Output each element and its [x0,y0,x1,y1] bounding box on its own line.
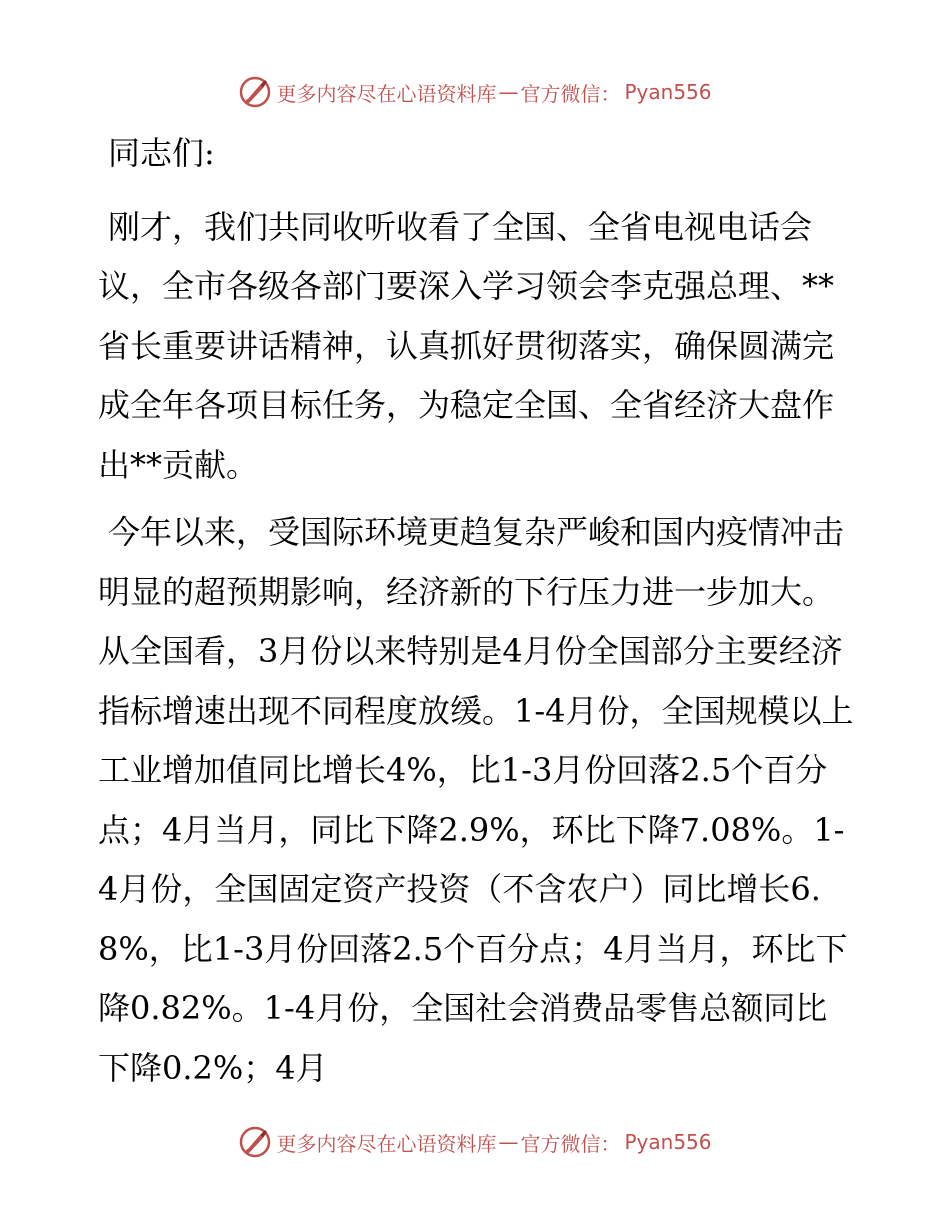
paragraph-2: 今年以来，受国际环境更趋复杂严峻和国内疫情冲击明显的超预期影响，经济新的下行压力进一步加大。从全国看，3月份以来特别是4月份全国部分主要经济指标增速出现不同程度放缓。1-4月份，全国规模以上工业增加值同比增长4%，比1-3月份回落2.5个百分点；4月当月，同比下降2.9%，环比下降7.08%。1-4月份，全国固定资产投资（不含农户）同比增长6.8%，比1-3月份回落2.5个百分点；4月当月，环比下降0.82%。1-4月份，全国社会消费品零售总额同比下降0.2%；4月 [98,513,854,1087]
header-watermark [0,72,950,112]
watermark-site-text: 更多内容尽在心语资料库 [276,81,497,106]
footer-watermark [0,1122,950,1162]
salutation: 同志们: [108,134,215,172]
watermark-official-label: 官方微信： [520,81,621,106]
watermark-wechat-id: Pyan556 [624,80,712,104]
document-body [98,124,858,1106]
quill-logo-icon [238,75,272,109]
watermark-official-label: 官方微信： [520,1131,621,1156]
paragraph-1: 刚才，我们共同收听收看了全国、全省电视电话会议，全市各级各部门要深入学习领会李克强总理、**省长重要讲话精神，认真抓好贯彻落实，确保圆满完成全年各项目标任务，为稳定全国、全省经济大盘作出**贡献。 [98,207,835,484]
watermark-dash: — [498,1130,519,1154]
watermark-site-text: 更多内容尽在心语资料库 [276,1131,497,1156]
quill-logo-icon [238,1125,272,1159]
watermark-wechat-id: Pyan556 [624,1130,712,1154]
watermark-dash: — [498,80,519,104]
